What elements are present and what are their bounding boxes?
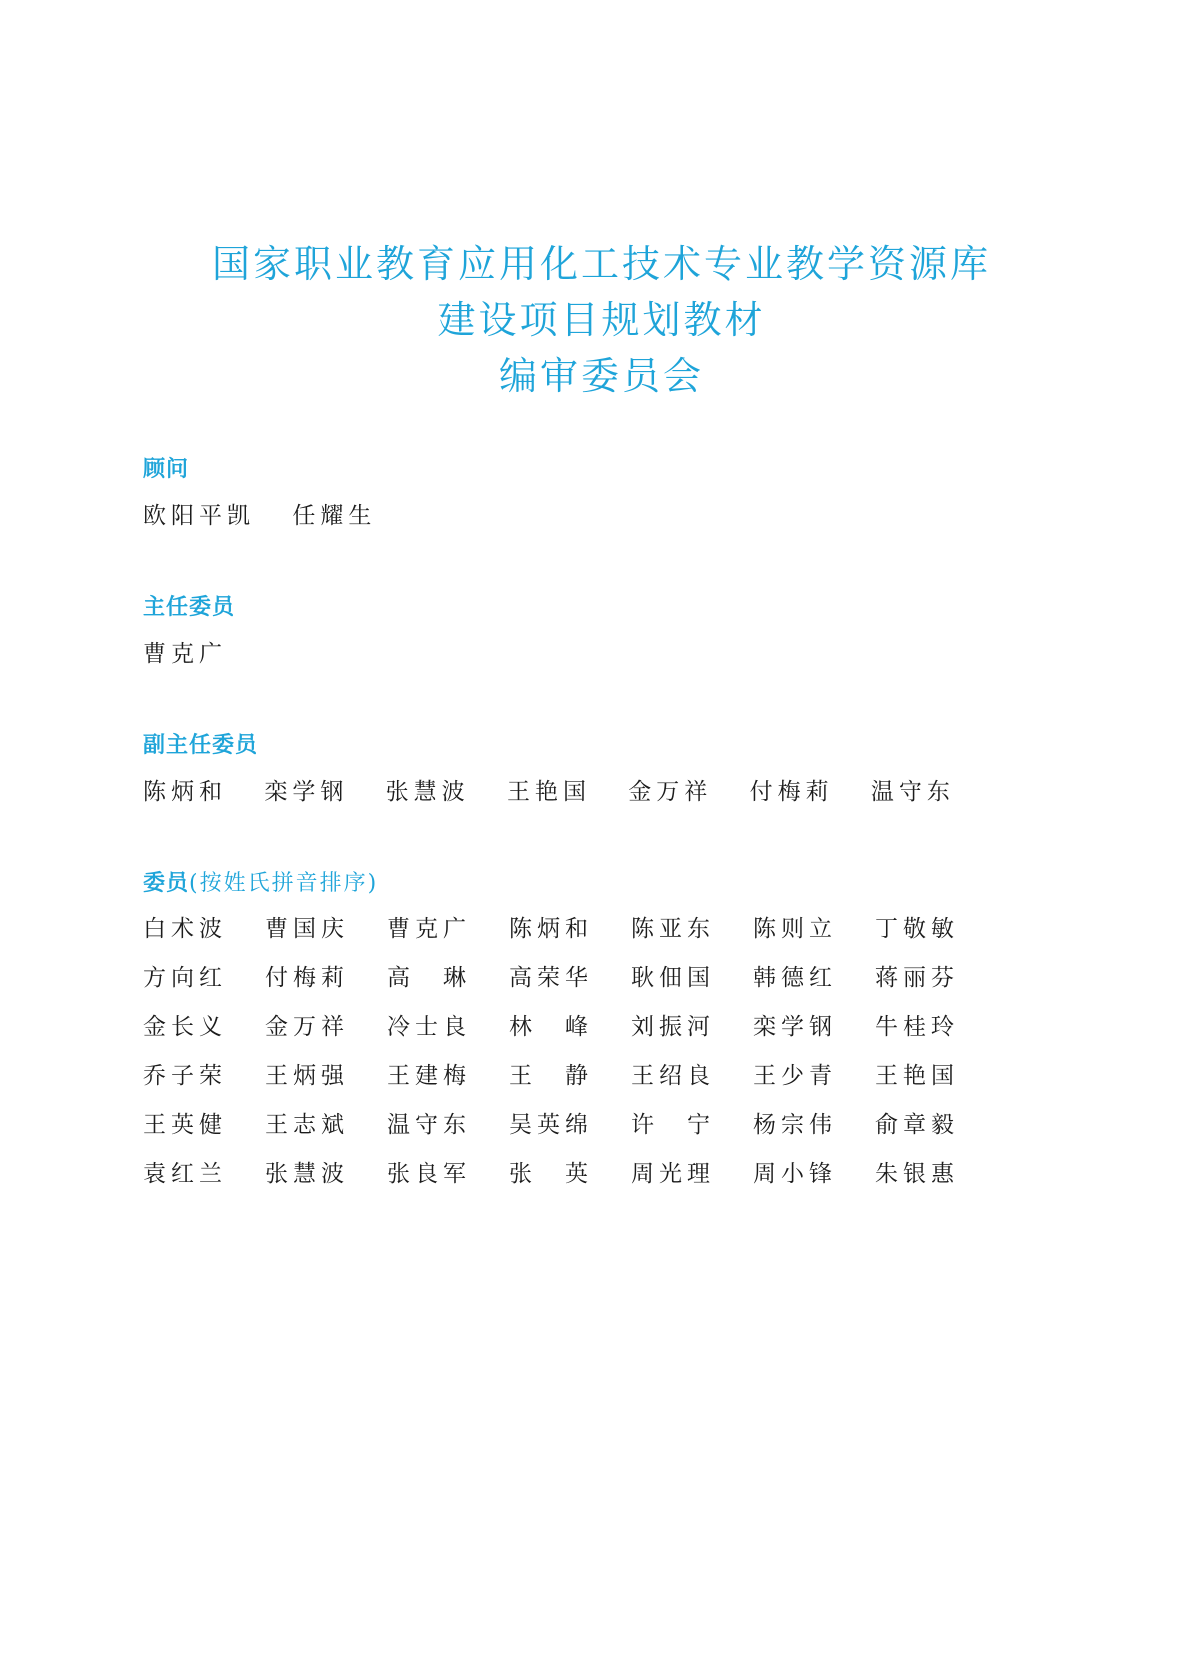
deputy-director-name: 陈炳和 (143, 779, 227, 805)
member-name: 陈则立 (753, 916, 837, 942)
member-name: 白术波 (143, 916, 227, 942)
director-names (143, 635, 252, 668)
member-name: 冷士良 (387, 1014, 471, 1040)
member-name: 杨宗伟 (753, 1112, 837, 1138)
member-name: 王英健 (143, 1112, 227, 1138)
member-name: 金长义 (143, 1014, 227, 1040)
director-name: 曹克广 (143, 641, 227, 667)
member-name: 刘振河 (631, 1014, 715, 1040)
deputy-director-name: 付梅莉 (749, 779, 834, 805)
member-name: 张 英 (509, 1161, 593, 1187)
deputy-director-name: 王艳国 (506, 779, 591, 805)
member-name: 栾学钢 (753, 1014, 837, 1040)
title-line-3: 编审委员会 (498, 354, 704, 398)
member-name: 耿佃国 (631, 965, 715, 991)
member-name: 周小锋 (753, 1161, 837, 1187)
member-name: 牛桂玲 (875, 1014, 959, 1040)
member-name: 袁红兰 (143, 1161, 227, 1187)
member-name: 朱银惠 (875, 1161, 959, 1187)
member-name: 林 峰 (509, 1014, 593, 1040)
member-row (143, 910, 1083, 959)
member-name: 许 宁 (631, 1112, 715, 1138)
deputy-directors-names (143, 773, 980, 806)
member-name: 王建梅 (387, 1063, 471, 1089)
members-grid (143, 910, 1083, 1204)
member-name: 俞章毅 (875, 1112, 959, 1138)
member-name: 韩德红 (753, 965, 837, 991)
member-name: 陈炳和 (509, 916, 593, 942)
member-name: 王艳国 (875, 1063, 959, 1089)
member-name: 金万祥 (265, 1014, 349, 1040)
director-heading: 主任委员 (143, 595, 236, 620)
members-heading (143, 866, 378, 897)
advisor-name: 欧阳平凯 (143, 503, 255, 529)
member-name: 张慧波 (265, 1161, 349, 1187)
member-name: 吴英绵 (509, 1112, 593, 1138)
members-sort-note: (按姓氏拼音排序) (189, 871, 379, 896)
advisors-heading: 顾问 (143, 457, 190, 482)
member-name: 王 静 (509, 1063, 593, 1089)
deputy-director-name: 张慧波 (385, 779, 470, 805)
deputy-directors-heading: 副主任委员 (143, 733, 259, 758)
member-name: 方向红 (143, 965, 227, 991)
member-name: 王炳强 (265, 1063, 349, 1089)
deputy-director-name: 温守东 (870, 779, 955, 805)
member-name: 蒋丽芬 (875, 965, 959, 991)
member-row (143, 1155, 1083, 1204)
member-name: 付梅莉 (265, 965, 349, 991)
member-name: 高 琳 (387, 965, 471, 991)
member-name: 王绍良 (631, 1063, 715, 1089)
member-name: 温守东 (387, 1112, 471, 1138)
member-name: 高荣华 (509, 965, 593, 991)
deputy-director-name: 栾学钢 (264, 779, 349, 805)
deputy-director-name: 金万祥 (628, 779, 713, 805)
members-heading-label: 委员 (143, 871, 190, 896)
title-line-1: 国家职业教育应用化工技术专业教学资源库 (211, 242, 991, 286)
member-name: 王少青 (753, 1063, 837, 1089)
member-name: 曹国庆 (265, 916, 349, 942)
member-row (143, 1057, 1083, 1106)
member-name: 周光理 (631, 1161, 715, 1187)
member-row (143, 959, 1083, 1008)
member-row (143, 1008, 1083, 1057)
member-name: 曹克广 (387, 916, 471, 942)
member-name: 张良军 (387, 1161, 471, 1187)
title-line-2: 建设项目规划教材 (437, 298, 766, 342)
member-name: 陈亚东 (631, 916, 715, 942)
advisor-name: 任耀生 (292, 503, 377, 529)
member-name: 丁敬敏 (875, 916, 959, 942)
member-name: 王志斌 (265, 1112, 349, 1138)
committee-title (0, 236, 1203, 404)
member-row (143, 1106, 1083, 1155)
member-name: 乔子荣 (143, 1063, 227, 1089)
advisors-names (143, 497, 401, 530)
